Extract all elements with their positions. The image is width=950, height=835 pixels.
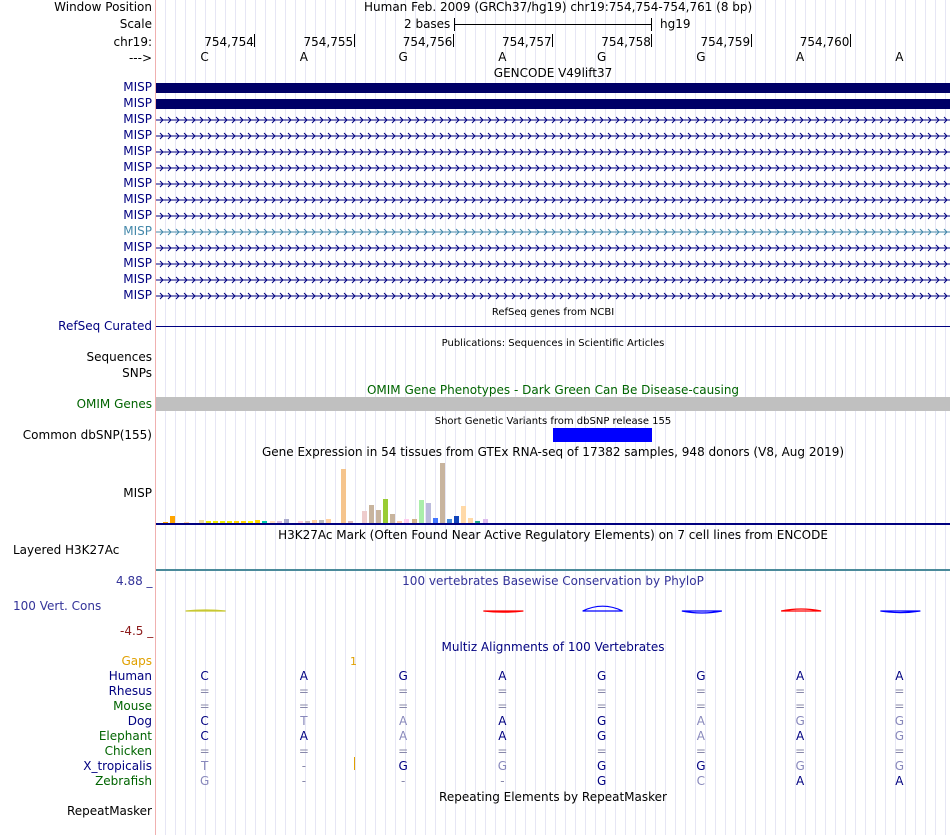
gap-count: 1 bbox=[350, 655, 357, 668]
coordinate-label: 754,759 bbox=[700, 35, 751, 49]
conservation-mark bbox=[682, 611, 722, 613]
conservation-mark bbox=[483, 611, 523, 612]
alignment-base: = bbox=[596, 744, 607, 758]
multiz-track-title[interactable]: Multiz Alignments of 100 Vertebrates bbox=[441, 640, 665, 654]
alignment-base: G bbox=[894, 714, 905, 728]
gtex-tissue-bar[interactable] bbox=[440, 463, 445, 523]
alignment-base: - bbox=[301, 759, 307, 773]
alignment-base: G bbox=[199, 774, 210, 788]
coordinate-tick bbox=[651, 34, 652, 47]
gencode-gene-label[interactable]: MISP bbox=[123, 288, 152, 302]
gtex-tissue-bar[interactable] bbox=[419, 500, 424, 523]
gencode-gene-label[interactable]: MISP bbox=[123, 160, 152, 174]
conservation-track-title[interactable]: 100 vertebrates Basewise Conservation by PhyloP bbox=[402, 574, 704, 588]
gaps-label[interactable]: Gaps bbox=[121, 654, 152, 668]
alignment-base: = bbox=[695, 699, 706, 713]
gencode-gene-label[interactable]: MISP bbox=[123, 176, 152, 190]
gencode-exon-block[interactable] bbox=[156, 83, 950, 93]
alignment-base: C bbox=[200, 729, 209, 743]
coordinate-tick bbox=[354, 34, 355, 47]
gencode-intron-line[interactable] bbox=[156, 243, 950, 253]
alignment-base: C bbox=[200, 714, 209, 728]
alignment-base: G bbox=[894, 759, 905, 773]
alignment-base: = bbox=[298, 699, 309, 713]
alignment-base: = bbox=[298, 684, 309, 698]
alignment-base: G bbox=[398, 669, 408, 683]
coordinate-tick bbox=[751, 34, 752, 47]
base-letter: A bbox=[796, 50, 805, 64]
gencode-intron-line[interactable] bbox=[156, 275, 950, 285]
alignment-base: C bbox=[696, 774, 706, 788]
gencode-gene-label[interactable]: MISP bbox=[123, 208, 152, 222]
base-letter: C bbox=[200, 50, 209, 64]
alignment-base: = bbox=[398, 744, 409, 758]
gencode-gene-label[interactable]: MISP bbox=[123, 128, 152, 142]
gtex-label[interactable]: MISP bbox=[123, 486, 152, 500]
alignment-base: = bbox=[199, 699, 210, 713]
base-letter: G bbox=[596, 50, 607, 64]
alignment-base: A bbox=[498, 729, 507, 743]
alignment-base: A bbox=[895, 774, 904, 788]
alignment-base: T bbox=[200, 759, 209, 773]
species-label[interactable]: Chicken bbox=[104, 744, 152, 758]
alignment-base: G bbox=[795, 714, 805, 728]
assembly-label: hg19 bbox=[660, 17, 691, 31]
gencode-intron-line[interactable] bbox=[156, 259, 950, 269]
coordinate-label: 754,756 bbox=[402, 35, 453, 49]
gtex-tissue-bar[interactable] bbox=[170, 516, 175, 523]
alignment-base: = bbox=[596, 699, 607, 713]
coordinate-tick bbox=[552, 34, 553, 47]
scale-label: Scale bbox=[119, 17, 152, 31]
alignment-base: = bbox=[497, 744, 508, 758]
gencode-gene-label[interactable]: MISP bbox=[123, 256, 152, 270]
species-label[interactable]: Zebrafish bbox=[95, 774, 152, 788]
gencode-gene-label[interactable]: MISP bbox=[123, 96, 152, 110]
scale-text: 2 bases bbox=[404, 17, 451, 31]
alignment-base: A bbox=[796, 669, 805, 683]
gencode-intron-line[interactable] bbox=[156, 131, 950, 141]
alignment-base: = bbox=[596, 684, 607, 698]
alignment-base: A bbox=[796, 729, 805, 743]
alignment-base: A bbox=[498, 714, 507, 728]
chrom-label: chr19: bbox=[113, 35, 152, 49]
gtex-tissue-bar[interactable] bbox=[461, 506, 466, 523]
conservation-ymin: -4.5 _ bbox=[120, 624, 154, 638]
h3k27ac-signal-line[interactable] bbox=[156, 569, 950, 571]
alignment-base: G bbox=[696, 759, 706, 773]
base-letter: A bbox=[895, 50, 904, 64]
alignment-base: = bbox=[497, 684, 508, 698]
conservation-plot[interactable] bbox=[156, 596, 950, 626]
publications-track-title[interactable]: Publications: Sequences in Scientific Articles bbox=[441, 338, 665, 349]
alignment-base: = bbox=[795, 744, 806, 758]
gencode-gene-label[interactable]: MISP bbox=[123, 240, 152, 254]
alignment-base: = bbox=[199, 684, 210, 698]
gencode-intron-line[interactable] bbox=[156, 163, 950, 173]
alignment-base: - bbox=[400, 774, 406, 788]
species-label[interactable]: X_tropicalis bbox=[83, 759, 152, 773]
coordinate-label: 754,757 bbox=[502, 35, 552, 49]
alignment-base: = bbox=[795, 699, 806, 713]
gtex-tissue-bar[interactable] bbox=[383, 499, 388, 523]
alignment-base: = bbox=[894, 699, 905, 713]
conservation-label[interactable]: 100 Vert. Cons bbox=[13, 599, 102, 613]
gtex-track-title[interactable]: Gene Expression in 54 tissues from GTEx RNA-seq of 17382 samples, 948 donors (V8, Aug 2019) bbox=[261, 445, 845, 459]
alignment-base: = bbox=[695, 684, 706, 698]
dbsnp-track-title[interactable]: Short Genetic Variants from dbSNP release 155 bbox=[434, 416, 672, 427]
species-label[interactable]: Human bbox=[108, 669, 152, 683]
alignment-base: = bbox=[497, 699, 508, 713]
alignment-base: G bbox=[596, 669, 607, 683]
alignment-base: G bbox=[696, 669, 706, 683]
repeatmasker-track-title[interactable]: Repeating Elements by RepeatMasker bbox=[439, 790, 667, 804]
gtex-tissue-bar[interactable] bbox=[426, 503, 431, 523]
scale-bar bbox=[454, 18, 652, 31]
window-position-label: Window Position bbox=[54, 0, 152, 14]
species-label[interactable]: Rhesus bbox=[108, 684, 152, 698]
publications-snps-label[interactable]: SNPs bbox=[122, 366, 152, 380]
alignment-base: A bbox=[696, 714, 705, 728]
h3k27ac-track-title[interactable]: H3K27Ac Mark (Often Found Near Active Regulatory Elements) on 7 cell lines from ENCODE bbox=[278, 528, 828, 542]
gencode-intron-line[interactable] bbox=[156, 211, 950, 221]
gencode-gene-label[interactable]: MISP bbox=[123, 272, 152, 286]
gtex-tissue-bar[interactable] bbox=[369, 505, 374, 523]
alignment-base: G bbox=[795, 759, 805, 773]
gencode-gene-label[interactable]: MISP bbox=[123, 112, 152, 126]
coordinate-label: 754,755 bbox=[303, 35, 354, 49]
alignment-base: G bbox=[398, 759, 408, 773]
species-label[interactable]: Dog bbox=[127, 714, 152, 728]
gencode-intron-line[interactable] bbox=[156, 147, 950, 157]
omim-label[interactable]: OMIM Genes bbox=[76, 397, 152, 411]
alignment-base: = bbox=[695, 744, 706, 758]
alignment-base: - bbox=[500, 774, 505, 788]
coordinate-tick bbox=[254, 34, 255, 47]
conservation-mark bbox=[583, 606, 623, 611]
gtex-tissue-bar[interactable] bbox=[390, 514, 395, 523]
gencode-gene-label[interactable]: MISP bbox=[123, 80, 152, 94]
coordinate-label: 754,760 bbox=[799, 35, 850, 49]
gencode-gene-label[interactable]: MISP bbox=[123, 192, 152, 206]
gtex-tissue-bar[interactable] bbox=[376, 510, 381, 523]
gencode-intron-line[interactable] bbox=[156, 227, 950, 237]
gtex-tissue-bar[interactable] bbox=[362, 511, 367, 523]
coordinate-label: 754,758 bbox=[601, 35, 651, 49]
coordinate-tick bbox=[850, 34, 851, 47]
alignment-base: A bbox=[696, 729, 705, 743]
alignment-base: G bbox=[596, 759, 607, 773]
base-letter: A bbox=[299, 50, 308, 64]
gencode-track-title[interactable]: GENCODE V49lift37 bbox=[493, 66, 613, 80]
omim-track-title[interactable]: OMIM Gene Phenotypes - Dark Green Can Be Disease-causing bbox=[366, 383, 740, 397]
base-letter: A bbox=[498, 50, 507, 64]
alignment-base: G bbox=[596, 714, 607, 728]
alignment-base: G bbox=[596, 774, 607, 788]
gtex-tissue-bar[interactable] bbox=[341, 469, 346, 523]
conservation-ymax: 4.88 _ bbox=[116, 574, 153, 588]
repeatmasker-label[interactable]: RepeatMasker bbox=[66, 804, 152, 818]
dbsnp-label[interactable]: Common dbSNP(155) bbox=[22, 428, 152, 442]
gencode-gene-label[interactable]: MISP bbox=[123, 224, 152, 238]
refseq-label[interactable]: RefSeq Curated bbox=[58, 319, 152, 333]
alignment-base: G bbox=[596, 729, 607, 743]
gtex-tissue-bar[interactable] bbox=[454, 516, 459, 523]
refseq-track-title[interactable]: RefSeq genes from NCBI bbox=[491, 307, 615, 318]
conservation-mark bbox=[186, 610, 226, 611]
gtex-bar-chart[interactable] bbox=[156, 460, 950, 524]
refseq-gene-line[interactable] bbox=[156, 326, 950, 327]
alignment-base: T bbox=[300, 714, 308, 728]
h3k27ac-label[interactable]: Layered H3K27Ac bbox=[13, 543, 120, 557]
alignment-base: A bbox=[299, 729, 308, 743]
gtex-baseline bbox=[156, 523, 950, 525]
species-label[interactable]: Mouse bbox=[113, 699, 152, 713]
alignment-base: C bbox=[200, 669, 209, 683]
publications-sequences-label[interactable]: Sequences bbox=[86, 350, 152, 364]
coordinate-label: 754,754 bbox=[204, 35, 254, 49]
gencode-gene-label[interactable]: MISP bbox=[123, 144, 152, 158]
alignment-base: A bbox=[895, 669, 904, 683]
species-label[interactable]: Elephant bbox=[98, 729, 152, 743]
omim-gene-bar[interactable] bbox=[156, 397, 950, 411]
base-letter: G bbox=[696, 50, 706, 64]
base-letter: G bbox=[398, 50, 408, 64]
alignment-base: A bbox=[399, 714, 408, 728]
coordinate-tick bbox=[453, 34, 454, 47]
strand-arrow-label[interactable]: ---> bbox=[128, 51, 152, 65]
alignment-base: - bbox=[301, 774, 307, 788]
alignment-base: = bbox=[199, 744, 210, 758]
alignment-base: = bbox=[398, 684, 409, 698]
alignment-base: = bbox=[298, 744, 309, 758]
alignment-base: A bbox=[498, 669, 507, 683]
gencode-intron-line[interactable] bbox=[156, 195, 950, 205]
alignment-base: A bbox=[299, 669, 308, 683]
dbsnp-variant-bar[interactable] bbox=[553, 428, 652, 442]
conservation-mark bbox=[781, 609, 821, 611]
alignment-base: A bbox=[796, 774, 805, 788]
gencode-exon-block[interactable] bbox=[156, 99, 950, 109]
position-text[interactable]: Human Feb. 2009 (GRCh37/hg19) chr19:754,754-754,761 (8 bp) bbox=[364, 0, 753, 14]
gencode-intron-line[interactable] bbox=[156, 179, 950, 189]
alignment-base: = bbox=[398, 699, 409, 713]
alignment-base: = bbox=[894, 744, 905, 758]
gap-insertion-marker bbox=[354, 757, 355, 770]
alignment-base: = bbox=[795, 684, 806, 698]
alignment-base: = bbox=[894, 684, 905, 698]
conservation-mark bbox=[880, 611, 920, 613]
gencode-intron-line[interactable] bbox=[156, 291, 950, 301]
alignment-base: A bbox=[399, 729, 408, 743]
gencode-intron-line[interactable] bbox=[156, 115, 950, 125]
alignment-base: G bbox=[894, 729, 905, 743]
alignment-base: G bbox=[497, 759, 508, 773]
